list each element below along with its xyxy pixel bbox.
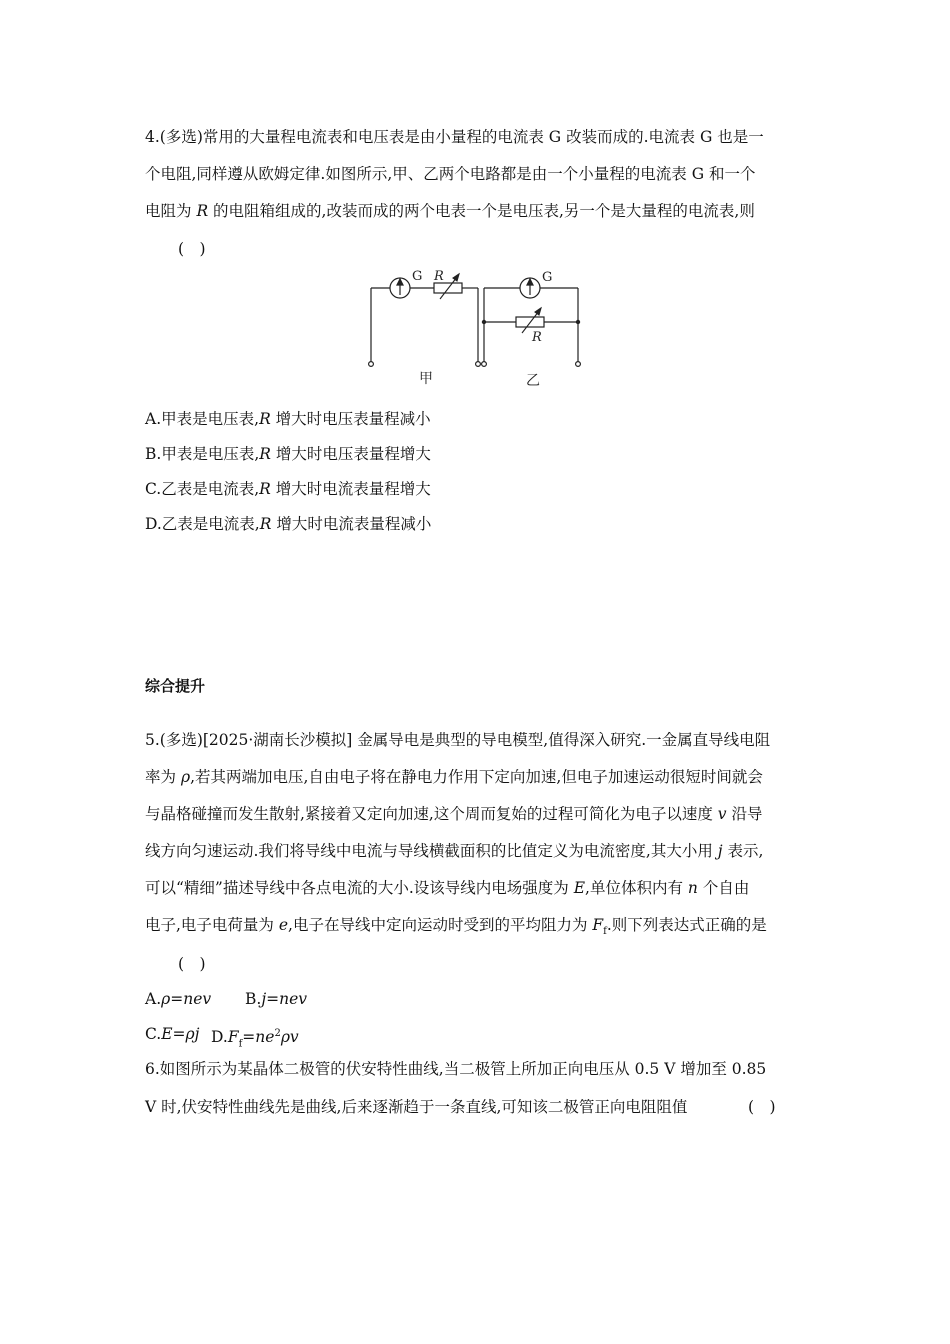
q5-var-n: n xyxy=(687,879,698,897)
caption-yi: 乙 xyxy=(526,373,540,389)
q5-var-e: e xyxy=(278,916,289,934)
q4-option-b-var: R xyxy=(259,445,271,463)
terminal-yi-left xyxy=(482,362,487,367)
label-R-jia: R xyxy=(434,269,444,284)
q4-line-1: 4.(多选)常用的大量程电流表和电压表是由小量程的电流表 G 改装而成的.电流表 G 也是一 xyxy=(145,128,764,146)
q5-line-5-a: 可以“精细”描述导线中各点电流的大小.设该导线内电场强度为 xyxy=(145,879,574,897)
q4-option-a xyxy=(145,408,431,430)
q4-option-c-prefix: C.乙表是电流表, xyxy=(145,480,260,498)
q5-line-4-a: 线方向匀速运动.我们将导线中电流与导线横截面积的比值定义为电流密度,其大小用 xyxy=(145,842,718,860)
q5-var-F-sub: f xyxy=(603,926,607,938)
q4-line-3 xyxy=(145,200,755,222)
q5-line-6 xyxy=(145,914,767,943)
q5-options-ab xyxy=(145,988,211,1010)
q5-line-1: 5.(多选)[2025·湖南长沙模拟] 金属导电是典型的导电模型,值得深入研究.一金属直导线电阻 xyxy=(145,731,771,749)
junction-yi-right xyxy=(576,320,580,324)
q6-line-2: V 时,伏安特性曲线先是曲线,后来逐渐趋于一条直线,可知该二极管正向电阻阻值 xyxy=(145,1098,688,1116)
q4-option-d-prefix: D.乙表是电流表, xyxy=(145,515,260,533)
q5-option-c-expr: E=ρj xyxy=(161,1025,200,1043)
q5-line-5-c: 个自由 xyxy=(697,879,750,897)
q5-option-d-F: F xyxy=(227,1028,239,1047)
q5-line-4-b: 表示, xyxy=(722,842,764,860)
q4-option-c-suffix: 增大时电流表量程增大 xyxy=(270,480,431,498)
terminal-jia-right xyxy=(476,362,481,367)
q4-option-c-var: R xyxy=(259,480,271,498)
q5-line-3 xyxy=(145,803,763,825)
q5-line-5-b: ,单位体积内有 xyxy=(585,879,688,897)
q5-line-3-b: 沿导 xyxy=(731,805,763,823)
q5-option-d-sub: f xyxy=(238,1038,243,1050)
q5-line-4 xyxy=(145,840,763,862)
section-heading: 综合提升 xyxy=(145,677,206,695)
variable-arrowhead-jia xyxy=(453,274,459,281)
q4-option-b-prefix: B.甲表是电压表, xyxy=(145,445,260,463)
q5-option-b xyxy=(245,988,307,1010)
q5-line-6-b: ,电子在导线中定向运动时受到的平均阻力为 xyxy=(288,916,593,934)
q4-option-c xyxy=(145,478,431,500)
q4-option-a-suffix: 增大时电压表量程减小 xyxy=(270,410,431,428)
q5-option-d xyxy=(211,1023,299,1055)
q5-line-5 xyxy=(145,877,749,899)
q4-option-b xyxy=(145,443,431,465)
q5-option-b-expr: j=nev xyxy=(261,990,308,1008)
galvanometer-arrow-jia xyxy=(397,279,403,285)
q5-var-j: j xyxy=(717,842,723,860)
q6-answer-bracket: ( ) xyxy=(748,1098,776,1116)
q5-var-F: F xyxy=(592,916,604,934)
caption-jia: 甲 xyxy=(419,371,433,387)
q5-line-2-b: ,若其两端加电压,自由电子将在静电力作用下定向加速,但电子加速运动很短时间就会 xyxy=(190,768,763,786)
q5-option-c-prefix: C. xyxy=(145,1025,162,1043)
q6-line-1: 6.如图所示为某晶体二极管的伏安特性曲线,当二极管上所加正向电压从 0.5 V 增加至 0.85 xyxy=(145,1060,767,1078)
q4-option-b-suffix: 增大时电压表量程增大 xyxy=(270,445,431,463)
q5-answer-bracket: ( ) xyxy=(178,955,206,973)
label-R-yi: R xyxy=(532,330,542,345)
q4-option-a-prefix: A.甲表是电压表, xyxy=(145,410,260,428)
q5-option-d-eq: =ne xyxy=(242,1028,275,1047)
q5-option-a-prefix: A. xyxy=(145,990,162,1008)
q4-line-2: 个电阻,同样遵从欧姆定律.如图所示,甲、乙两个电路都是由一个小量程的电流表 G 和一个 xyxy=(145,165,756,183)
q5-line-2-a: 率为 xyxy=(145,768,181,786)
q4-option-a-var: R xyxy=(259,410,271,428)
q4-option-d xyxy=(145,513,431,535)
q4-line-3-text-a: 电阻为 xyxy=(145,202,197,220)
q5-option-b-prefix: B. xyxy=(245,990,262,1008)
q4-option-d-suffix: 增大时电流表量程减小 xyxy=(271,515,432,533)
q5-var-v: v xyxy=(717,805,727,823)
variable-arrowhead-yi xyxy=(535,308,541,315)
q5-option-d-sup: 2 xyxy=(274,1028,281,1039)
q5-option-d-prefix: D. xyxy=(211,1028,228,1047)
q5-line-6-a: 电子,电子电荷量为 xyxy=(145,916,279,934)
junction-yi-left xyxy=(482,320,486,324)
q5-var-rho: ρ xyxy=(180,768,191,786)
label-G-jia: G xyxy=(412,269,423,284)
terminal-jia-left xyxy=(369,362,374,367)
label-G-yi: G xyxy=(542,270,553,285)
q5-option-c xyxy=(145,1023,199,1045)
q5-line-3-a: 与晶格碰撞而发生散射,紧接着又定向加速,这个周而复始的过程可简化为电子以速度 xyxy=(145,805,713,823)
q5-line-2 xyxy=(145,766,763,788)
q5-var-E: E xyxy=(573,879,586,897)
q4-answer-bracket: ( ) xyxy=(178,240,206,258)
terminal-yi-right xyxy=(576,362,581,367)
circuit-figure xyxy=(360,262,590,392)
q4-option-d-var: R xyxy=(259,515,272,533)
q5-line-6-c: .则下列表达式正确的是 xyxy=(606,916,767,934)
q4-var-R: R xyxy=(196,202,209,220)
q4-line-3-text-b: 的电阻箱组成的,改装而成的两个电表一个是电压表,另一个是大量程的电流表,则 xyxy=(208,202,755,220)
q5-option-d-tail: ρv xyxy=(280,1028,299,1047)
q5-option-a-expr: ρ=nev xyxy=(161,990,212,1008)
galvanometer-arrow-yi xyxy=(527,279,533,285)
